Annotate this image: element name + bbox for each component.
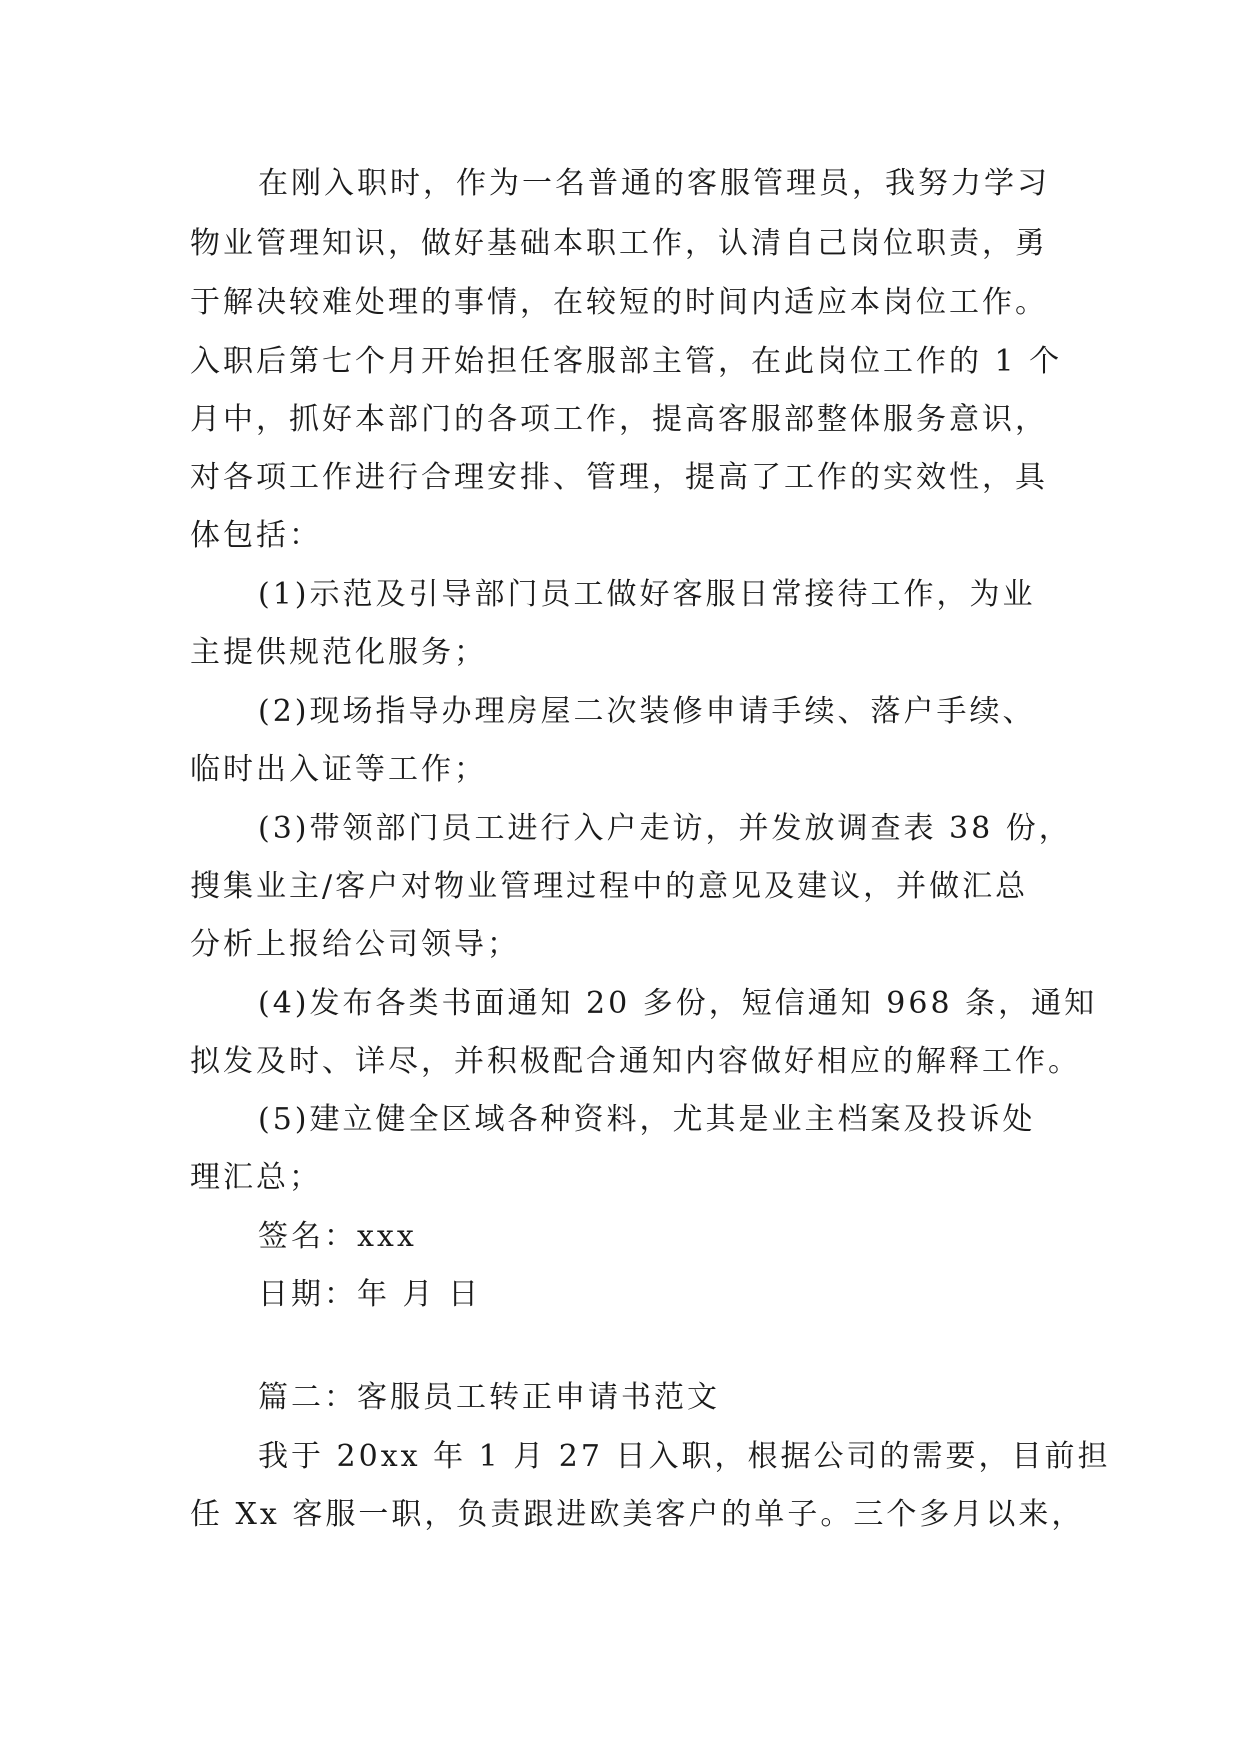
paragraph-line: 对各项工作进行合理安排、管理，提高了工作的实效性，具 xyxy=(190,460,1048,495)
list-item-line: 主提供规范化服务； xyxy=(190,635,487,670)
paragraph-line: 于解决较难处理的事情，在较短的时间内适应本岗位工作。 xyxy=(190,285,1048,320)
date-line: 日期：年 月 日 xyxy=(258,1277,482,1312)
list-item-line: (1)示范及引导部门员工做好客服日常接待工作，为业 xyxy=(258,577,1036,612)
list-item-line: (4)发布各类书面通知 20 多份，短信通知 968 条，通知 xyxy=(258,986,1098,1021)
list-item-line: (5)建立健全区域各种资料，尤其是业主档案及投诉处 xyxy=(258,1102,1036,1137)
list-item-line: (2)现场指导办理房屋二次装修申请手续、落户手续、 xyxy=(258,694,1036,729)
paragraph-line: 体包括： xyxy=(190,518,322,553)
paragraph-line: 入职后第七个月开始担任客服部主管，在此岗位工作的 1 个 xyxy=(190,344,1063,379)
paragraph-line: 在刚入职时，作为一名普通的客服管理员，我努力学习 xyxy=(258,166,1050,201)
list-item-line: 搜集业主/客户对物业管理过程中的意见及建议，并做汇总 xyxy=(190,869,1029,904)
paragraph-line: 我于 20xx 年 1 月 27 日入职，根据公司的需要，目前担 xyxy=(258,1439,1111,1474)
signature-line: 签名：xxx xyxy=(258,1219,417,1254)
paragraph-line: 任 Xx 客服一职，负责跟进欧美客户的单子。三个多月以来， xyxy=(190,1497,1085,1532)
list-item-line: 理汇总； xyxy=(190,1160,322,1195)
paragraph-line: 物业管理知识，做好基础本职工作，认清自己岗位职责，勇 xyxy=(190,226,1048,261)
list-item-line: 分析上报给公司领导； xyxy=(190,927,520,962)
section-heading: 篇二：客服员工转正申请书范文 xyxy=(258,1380,720,1415)
list-item-line: 拟发及时、详尽，并积极配合通知内容做好相应的解释工作。 xyxy=(190,1044,1081,1079)
list-item-line: (3)带领部门员工进行入户走访，并发放调查表 38 份， xyxy=(258,811,1072,846)
list-item-line: 临时出入证等工作； xyxy=(190,752,487,787)
paragraph-line: 月中，抓好本部门的各项工作，提高客服部整体服务意识， xyxy=(190,402,1048,437)
